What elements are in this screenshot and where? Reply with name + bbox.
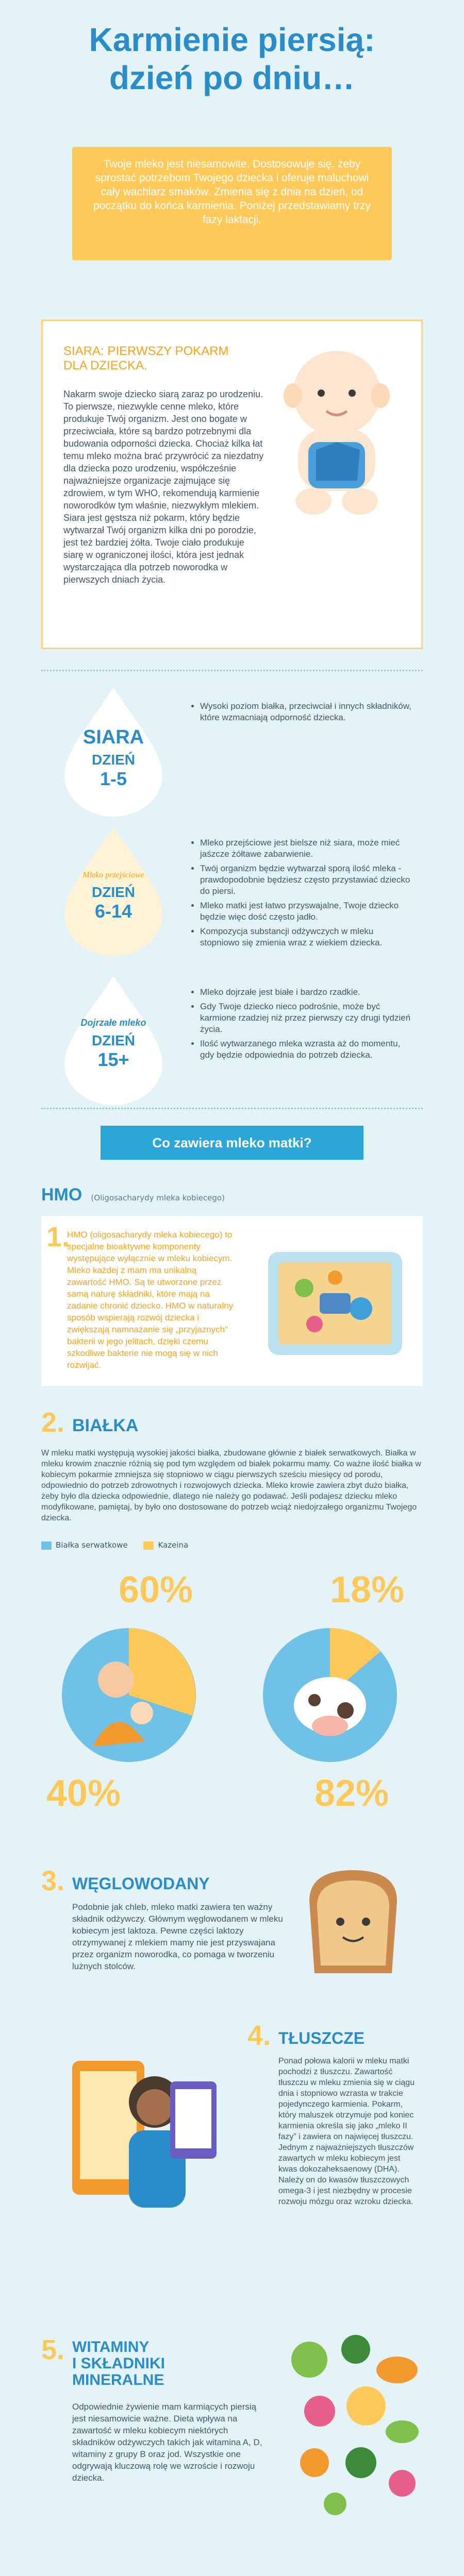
colostrum-card xyxy=(41,319,423,649)
phase-1-days: 1-5 xyxy=(100,768,127,789)
phase-3-days: 15+ xyxy=(97,1049,129,1070)
separator xyxy=(41,1108,423,1109)
vitamins-title-line-3: MINERALNE xyxy=(72,2371,164,2388)
cow-whey-pct: 18% xyxy=(330,1569,405,1611)
carbs-number: 3. xyxy=(41,1866,65,1896)
vitamins-title-line-2: I SKŁADNIKI xyxy=(72,2355,165,2372)
phase-1-label: DZIEŃ xyxy=(92,752,135,768)
phase-3-name: Dojrzałe mleko xyxy=(80,1018,146,1028)
vitamins-title-line-1: WITAMINY xyxy=(72,2338,150,2355)
vitamins-title xyxy=(72,2339,165,2388)
intro-box xyxy=(72,147,392,260)
phase-1-name: SIARA xyxy=(82,726,144,748)
intro-text: Twoje mleko jest niesamowite. Dostosowuje się, żeby sprostać potrzebom Twojego dziecka i oferuje maluchowi cały wachlarz smaków. Zmienia się z dnia na dzień, od początku do końca karmienia. Poniżej przedstawiamy trzy fazy laktacji. xyxy=(93,158,371,226)
vitamins-number: 5. xyxy=(41,2334,65,2365)
colostrum-body: Nakarm swoje dziecko siarą zaraz po urodzeniu. To pierwsze, niezwykle cenne mleko, które produkuje Twój organizm. Jest ono bogate w przeciwciała, które są bardzo potrzebnymi dla budowania odporności dziecka. Chociaż kilka łat temu mleko można brać przywrócić za niezdatny dla dziecka pozo urodzeniu, współcześnie najważniejsze organizacje zajmujące się zdrowiem, w tym WHO, rekomendują karmienie noworodków tym właśnie, niezwykłym mlekiem. Siara jest gęstsza niż pokarm, który będzie wytwarzał Twój organizm kilka dni po porodzie, jest też bardziej żółta. Twoje ciało produkuje siarę w ograniczonej ilości, która jest jednak wystarczająca dla potrzeb noworodka w pierwszych dniach życia. xyxy=(63,389,264,585)
hmo-title: HMO xyxy=(41,1185,82,1205)
carbs-body: Podobnie jak chleb, mleko matki zawiera ten ważny składnik odżywczy. Głównym węglowodanem w mleku kobiecym jest laktoza. Pewne części laktozy otrzymywanej z mlekiem mamy nie jest przyswajana przez organizm noworodka, co pomaga w tworzeniu lużnych stolców. xyxy=(72,1902,283,1971)
title-line-2: dzień po dniu… xyxy=(109,59,355,96)
phase-3-drop xyxy=(57,1018,170,1071)
hmo-card xyxy=(41,1216,423,1386)
phase-3-label: DZIEŃ xyxy=(92,1032,135,1048)
colostrum-heading: SIARA: PIERWSZY POKARM DLA DZIECKA. xyxy=(63,344,229,372)
human-casein-pct: 40% xyxy=(46,1773,121,1814)
vitamins-body: Odpowiednie żywienie mam karmiących piersią jest niesamowicie ważne. Dieta wpływa na zawartość w mleku kobiecym niektórych składników odżywczych takich jak witamina A, D, witaminy z grupy B oraz jod. Wszystkie one odgrywają kluczową rolę we wzroście i rozwoju dziecka. xyxy=(72,2402,262,2483)
hmo-body: HMO (oligosacharydy mleka kobiecego) to specjalne bioaktywne komponenty występujące wyłącznie w mleku kobiecym. Mleko każdej z mam ma unikalną zawartość HMO. Są te utworzone przez samą naturę składniki, które mają na zadanie chronić dziecko. HMO w naturalny sposób wspierają rozwój dziecka i zwiększają namnażanie się „przyjaznych” bakterii w jego jelitach, dzięki czemu szkodliwe bakterie nie mogą się w nich rozwijać. xyxy=(67,1230,234,1370)
protein-legend xyxy=(41,1540,188,1550)
protein-title: BIAŁKA xyxy=(72,1416,139,1435)
phase-2-name: Mleko przejściowe xyxy=(82,871,144,879)
title-line-1: Karmienie piersią: xyxy=(89,21,375,58)
page-title xyxy=(0,21,464,97)
list-item: • Kompozycja substancji odżywczych w mleku stopniowo się zmienia wraz z wiekiem dziecka. xyxy=(200,926,412,948)
protein-number: 2. xyxy=(41,1407,65,1438)
phase-2-days: 6-14 xyxy=(94,901,132,922)
list-item: • Mleko dojrzałe jest białe i bardzo rzadkie. xyxy=(200,987,412,998)
protein-body: W mleku matki występują wysokiej jakości białka, zbudowane głównie z białek serwatkowych. Białka w mleku krowim znacznie różnią się pod tym względem od białek pokarmu mamy. Co ważne ilość białka w kobiecym pokarmie zmniejsza się stopniowo w ciągu pierwszych sześciu miesięcy od porodu, odpowiednio do potrzeb zdrowotnych i rozwojowych dziecka. Mleko krowie zawiera zbyt dużo białka, żeby było dla dziecka odpowiednie, dlatego nie należy go podawać. Jeśli podajesz dziecku mleko modyfikowane, pamiętaj, by było ono dostosowane do potrzeb wciąż niedojrzałego organizmu Twojego dziecka. xyxy=(41,1449,421,1522)
legend-whey: Białka serwatkowe xyxy=(56,1540,128,1550)
mother-baby-chart-icon xyxy=(57,1623,201,1767)
human-whey-pct: 60% xyxy=(119,1569,193,1611)
carbs-title: WĘGLOWODANY xyxy=(72,1874,210,1893)
phase-2-drop xyxy=(57,871,170,922)
baby-illustration-icon xyxy=(264,347,404,522)
list-item: • Wysoki poziom białka, przeciwciał i innych składników, które wzmacniają odporność dziecka. xyxy=(200,701,412,723)
hmo-header xyxy=(41,1185,423,1205)
cow-chart-icon xyxy=(258,1623,402,1767)
bread-icon xyxy=(299,1865,407,1978)
list-item: • Ilość wytwarzanego mleka wzrasta aż do momentu, gdy będzie odpowiednia do potrzeb dziecka. xyxy=(200,1038,412,1061)
fat-number: 4. xyxy=(247,2020,271,2051)
phase-3-bullets xyxy=(191,987,412,1064)
mother-phone-illustration-icon xyxy=(57,2040,227,2236)
vegetables-illustration-icon xyxy=(278,2329,428,2524)
list-item: • Twój organizm będzie wytwarzał sporą ilość mleka - prawdopodobnie będziesz często przystawiać dziecko do piersi. xyxy=(200,863,412,897)
list-item: • Mleko matki jest łatwo przyswajalne, Twoje dziecko będzie więc dość często jadło. xyxy=(200,900,412,923)
intestine-illustration-icon xyxy=(258,1231,412,1365)
legend-swatch-casein xyxy=(143,1541,154,1550)
phase-1-drop xyxy=(57,726,170,790)
list-item: • Gdy Twoje dziecko nieco podrośnie, może być karmione rzadziej niż przez pierwszy czy drugi tydzień życia. xyxy=(200,1001,412,1035)
legend-casein: Kazeina xyxy=(158,1540,189,1550)
section-banner: Co zawiera mleko matki? xyxy=(101,1126,363,1160)
legend-swatch-whey xyxy=(41,1541,52,1550)
separator xyxy=(41,670,423,671)
cow-casein-pct: 82% xyxy=(314,1773,389,1814)
phase-1-bullets xyxy=(191,701,412,726)
fat-title: TŁUSZCZE xyxy=(278,2029,365,2047)
phase-2-label: DZIEŃ xyxy=(92,884,135,900)
fat-body: Ponad połowa kalorii w mleku matki pochodzi z tłuszczu. Zawartość tłuszczu w mleku zmienia się w ciągu dnia i stopniowo wzrasta w trakcie pojedynczego karmienia. Pokarm, który maluszek otrzymuje pod koniec karmienia określa się jako „mleko II fazy” i zawiera on najwięcej tłuszczu. Jednym z najważniejszych tłuszczów zawartych w mleku kobiecym jest kwas dokozaheksaenowy (DHA). Należy on do kwasów tłuszczowych omega-3 i jest niezbędny w procesie rozwoju mózgu oraz wzroku dziecka. xyxy=(278,2057,415,2206)
hmo-number: 1. xyxy=(46,1222,70,1252)
hmo-subtitle: (Oligosacharydy mleka kobiecego) xyxy=(91,1193,225,1202)
list-item: • Mleko przejściowe jest bielsze niż siara, może mieć jaśzcze żółtawe zabarwienie. xyxy=(200,837,412,860)
phase-2-bullets xyxy=(191,837,412,952)
